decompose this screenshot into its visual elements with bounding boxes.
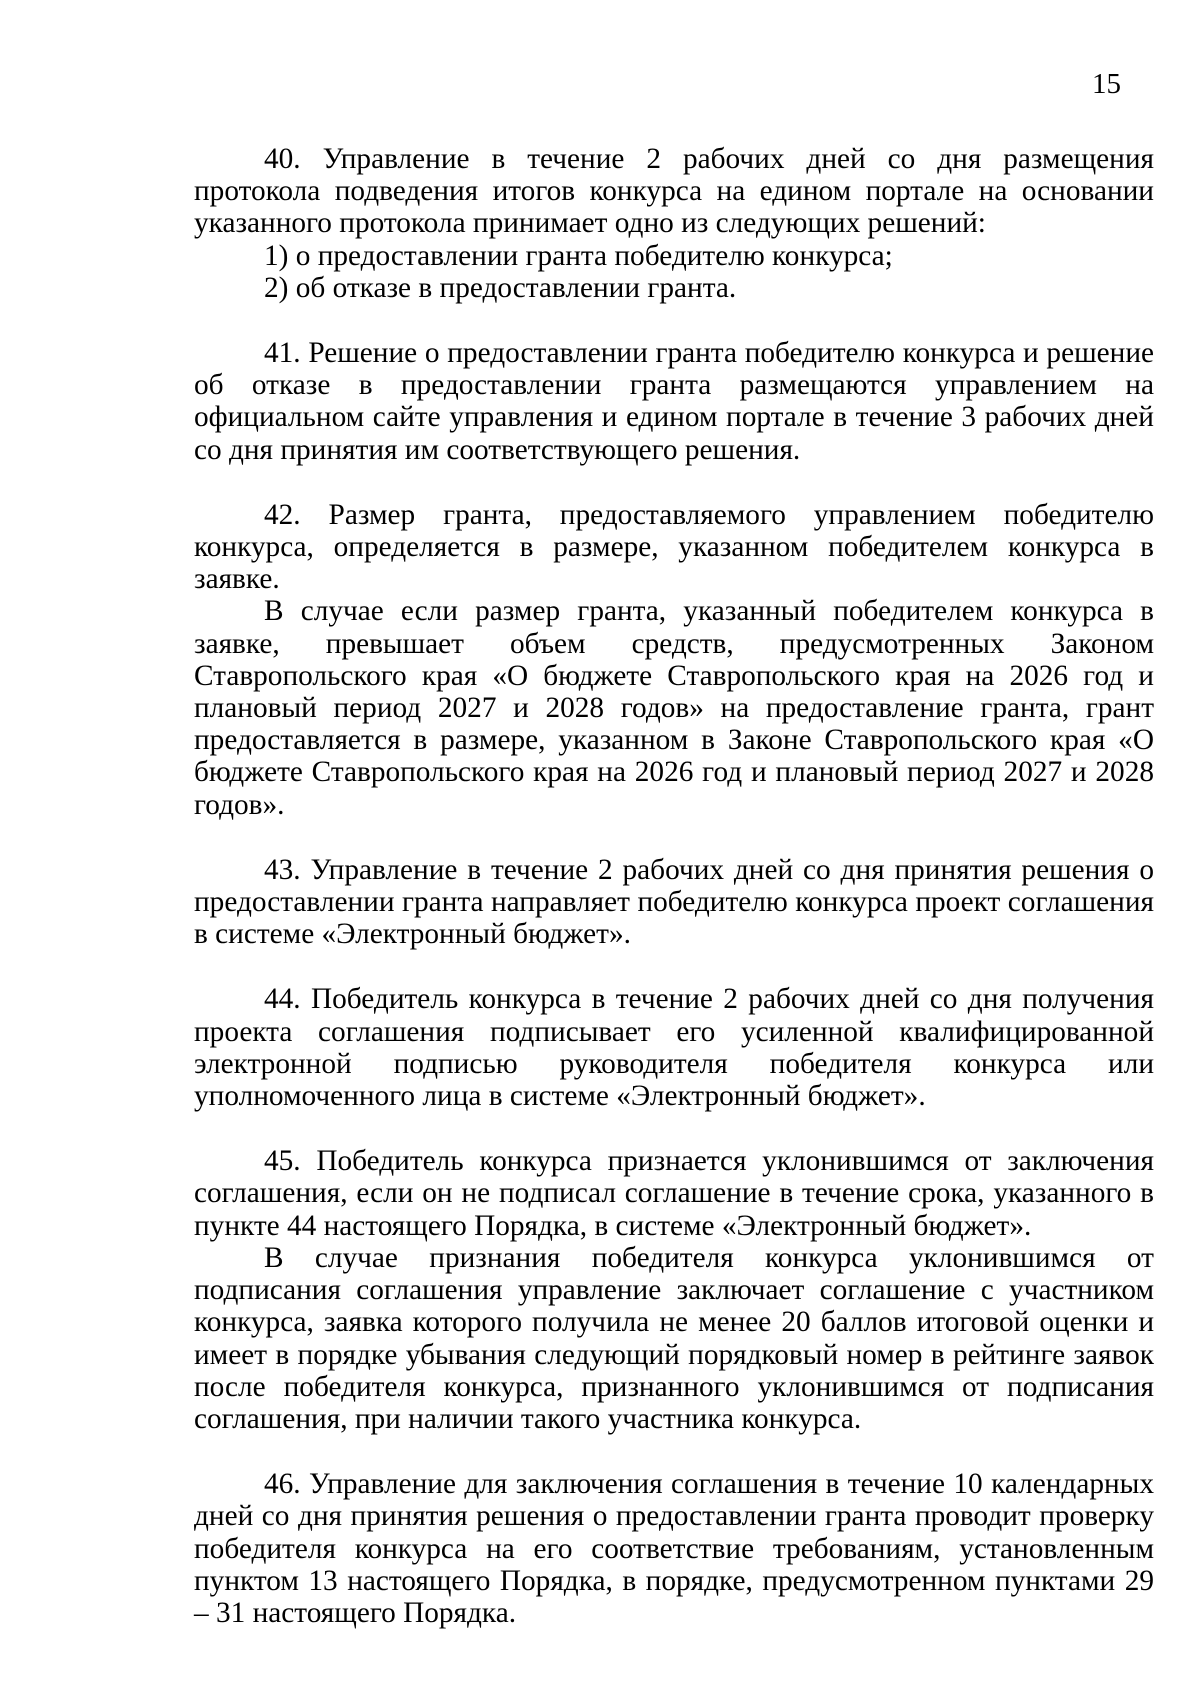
clause-45 <box>194 1145 1154 1435</box>
clause-41 <box>194 337 1154 466</box>
clause-46-paragraph: 46. Управление для заключения соглашения в течение 10 календарных дней со дня принятия решения о предоставлении гранта проводит проверку победителя конкурса на его соответствие требованиям, установленным пунктом 13 настоящего Порядка, в порядке, предусмотренном пунктами 29 – 31 настоящего Порядка. <box>194 1468 1154 1629</box>
clause-43 <box>194 854 1154 951</box>
clause-42 <box>194 499 1154 821</box>
clause-41-paragraph: 41. Решение о предоставлении гранта победителю конкурса и решение об отказе в предоставлении гранта размещаются управлением на официальном сайте управления и едином портале в течение 3 рабочих дней со дня принятия им соответствующего решения. <box>194 337 1154 466</box>
clause-42-paragraph-1: 42. Размер гранта, предоставляемого управлением победителю конкурса, определяется в размере, указанном победителем конкурса в заявке. <box>194 498 1154 596</box>
clause-44-paragraph: 44. Победитель конкурса в течение 2 рабочих дней со дня получения проекта соглашения подписывает его усиленной квалифицированной электронной подписью руководителя победителя конкурса или уполномоченного лица в системе «Электронный бюджет». <box>194 983 1154 1113</box>
clause-45-paragraph-2: В случае признания победителя конкурса уклонившимся от подписания соглашения управление заключает соглашение с участником конкурса, заявка которого получила не менее 20 баллов итоговой оценки и имеет в порядке убывания следующий порядковый номер в рейтинге заявок после победителя конкурса, признанного уклонившимся от подписания соглашения, при наличии такого участника конкурса. <box>194 1241 1154 1435</box>
clause-42-paragraph-2: В случае если размер гранта, указанный победителем конкурса в заявке, превышает объем средств, предусмотренных Законом Ставропольского края «О бюджете Ставропольского края на 2026 год и плановый период 2027 и 2028 годов» на предоставление гранта, грант предоставляется в размере, указанном в Законе Ставропольского края «О бюджете Ставропольского края на 2026 год и плановый период 2027 и 2028 годов». <box>194 595 1154 821</box>
clause-40-paragraph: 40. Управление в течение 2 рабочих дней со дня размещения протокола подведения итогов конкурса на едином портале на основании указанного протокола принимает одно из следующих решений: <box>194 143 1154 240</box>
clause-40-option-1: 1) о предоставлении гранта победителю конкурса; <box>264 239 893 272</box>
document-body <box>194 143 1154 1629</box>
clause-46 <box>194 1468 1154 1629</box>
clause-44 <box>194 983 1154 1112</box>
clause-45-paragraph-1: 45. Победитель конкурса признается уклонившимся от заключения соглашения, если он не подписал соглашение в течение срока, указанного в пункте 44 настоящего Порядка, в системе «Электронный бюджет». <box>194 1145 1154 1242</box>
clause-43-paragraph: 43. Управление в течение 2 рабочих дней со дня принятия решения о предоставлении гранта направляет победителю конкурса проект соглашения в системе «Электронный бюджет». <box>194 853 1154 951</box>
clause-40 <box>194 143 1154 304</box>
page-number: 15 <box>1092 68 1121 100</box>
clause-40-option-2: 2) об отказе в предоставлении гранта. <box>264 271 737 304</box>
